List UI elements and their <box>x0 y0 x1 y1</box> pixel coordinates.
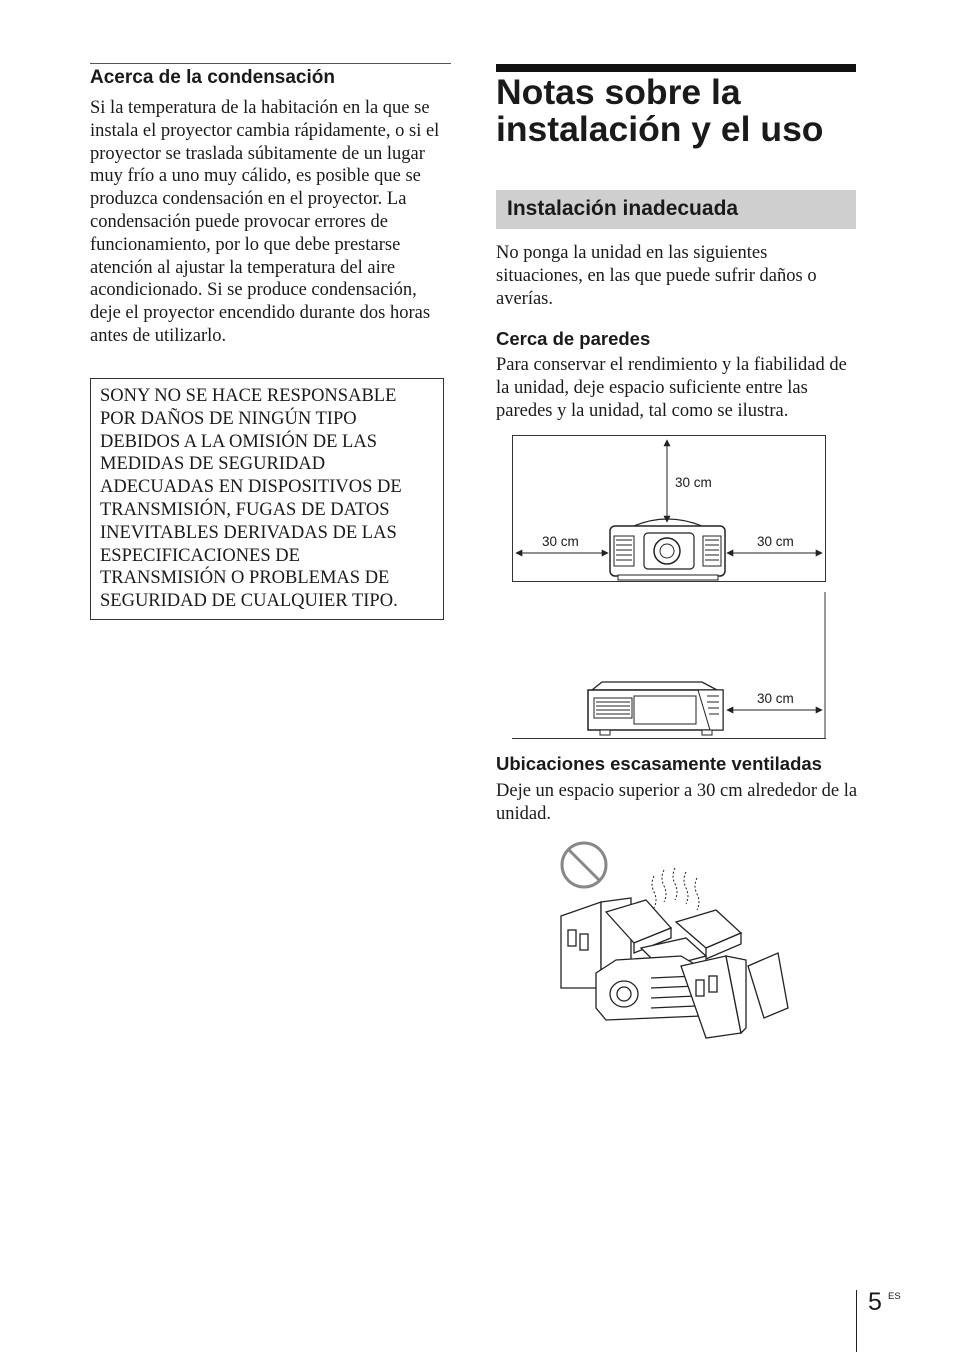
dimension-label-right: 30 cm <box>757 534 794 549</box>
ventilation-text: Deje un espacio superior a 30 cm alrededor de la unidad. <box>496 781 858 824</box>
blocked-ventilation-illustration <box>556 838 796 1043</box>
intro-text: No ponga la unidad en las siguientes situaciones, en las que puede sufrir daños o averías. <box>496 243 817 309</box>
projector-side-illustration <box>588 682 723 735</box>
ventilation-heading: Ubicaciones escasamente ventiladas <box>496 753 822 774</box>
section-title: Instalación inadecuada <box>507 197 739 220</box>
projector-front-illustration <box>610 519 725 580</box>
wall-clearance-top-view <box>512 434 828 584</box>
heat-waves-icon <box>652 868 699 910</box>
disclaimer-text: SONY NO SE HACE RESPONSABLE POR DAÑOS DE NINGÚN TIPO DEBIDOS A LA OMISIÓN DE LAS MEDIDAS DE SEGURIDAD ADECUADAS EN DISPOSITIVOS DE TRANSMISIÓN, FUGAS DE DATOS INEVITABLES DERIVADAS DE LAS ESPECIFICACIONES DE TRANSMISIÓN O PROBLEMAS DE SEGURIDAD DE CUALQUIER TIPO. <box>100 386 402 612</box>
disclaimer-box <box>90 378 444 620</box>
prohibited-icon <box>562 843 606 887</box>
page-number: 5 <box>868 1288 882 1316</box>
wall-clearance-side-view <box>512 592 828 742</box>
page-language: ES <box>888 1291 901 1302</box>
walls-text: Para conservar el rendimiento y la fiabilidad de la unidad, deje espacio suficiente entre las paredes y la unidad, tal como se ilustra. <box>496 355 847 421</box>
footer-rule <box>856 1290 857 1352</box>
walls-heading: Cerca de paredes <box>496 328 651 349</box>
dimension-label-left: 30 cm <box>542 534 579 549</box>
dimension-label-top: 30 cm <box>675 475 712 490</box>
page-title: Notas sobre la instalación y el uso <box>496 72 824 149</box>
condensation-body: Si la temperatura de la habitación en la que se instala el proyector cambia rápidamente, o si el proyector se traslada súbitamente de un lugar muy frío a uno muy cálido, es posible que se produzca condensación en el proyector. La condensación puede provocar errores de funcionamiento, por lo que debe prestarse atención al ajustar la temperatura del aire acondicionado. Si se produce condensación, deje el proyector encendido durante dos horas antes de utilizarlo. <box>90 98 440 346</box>
title-bar <box>496 64 856 72</box>
section-rule <box>90 63 451 64</box>
condensation-heading: Acerca de la condensación <box>90 67 335 88</box>
dimension-label-side: 30 cm <box>757 691 794 706</box>
